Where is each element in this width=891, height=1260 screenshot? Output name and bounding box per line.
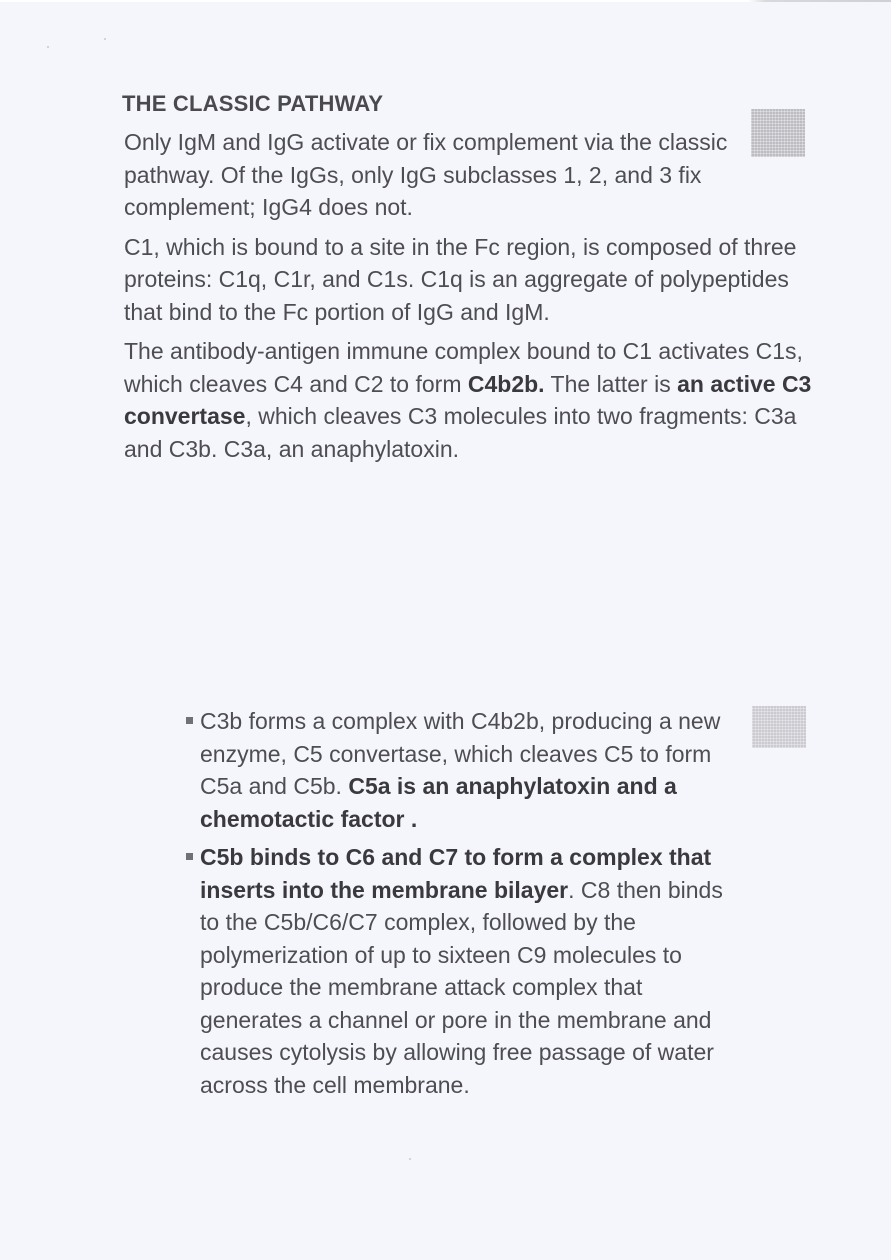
paragraph-text: , which cleaves C3 molecules into two fragments: C3a and C3b. C3a, an anaphylatoxin. [124, 403, 797, 462]
bold-term-c4b2b: C4b2b. [467, 370, 545, 397]
paragraph-c1-proteins: C1, which is bound to a site in the Fc region, is composed of three proteins: C1q, C1r, and C1s. C1q is an aggregate of polypeptides that bind to the Fc portion of IgG and IgM. [124, 233, 797, 325]
paragraph-text: The antibody-antigen immune complex bound to C1 activates C1s, which cleaves C4 and C2 to form [124, 338, 803, 397]
bullet-marker [186, 717, 193, 724]
scan-artifact [752, 706, 806, 748]
bullet-bold-text: C5a is an anaphylatoxin and a chemotactic factor . [200, 773, 677, 832]
page-top-edge [0, 0, 891, 2]
bullet-text: . C8 then binds to the C5b/C6/C7 complex, followed by the polymerization of up to sixteen C9 molecules to produce the membrane attack complex that generates a channel or pore in the membrane and causes cytolysis by allowing free passage of water across the cell membrane. [200, 876, 723, 1098]
bullet-text: C3b forms a complex with C4b2b, producing a new enzyme, C5 convertase, which cleaves C5 to form C5a and C5b. [200, 708, 721, 799]
paragraph-text: The latter is [544, 370, 678, 397]
section-heading: THE CLASSIC PATHWAY [122, 91, 384, 116]
paragraph-c3-convertase [124, 335, 814, 465]
bold-term-c3-convertase: an active C3 convertase [124, 370, 812, 429]
scan-speck [104, 38, 106, 40]
paragraph-igm-igg: Only IgM and IgG activate or fix complement via the classic pathway. Of the IgGs, only IgG subclasses 1, 2, and 3 fix complement; IgG4 does not. [124, 129, 728, 220]
list-item [186, 705, 746, 835]
bullet-marker [186, 853, 193, 860]
bullet-bold-text: C5b binds to C6 and C7 to form a complex that inserts into the membrane bilayer [200, 844, 712, 903]
bullet-list [186, 705, 746, 1107]
scan-speck [47, 46, 49, 48]
list-item [186, 841, 746, 1101]
scan-speck [409, 1158, 411, 1160]
classic-pathway-text [124, 126, 814, 472]
